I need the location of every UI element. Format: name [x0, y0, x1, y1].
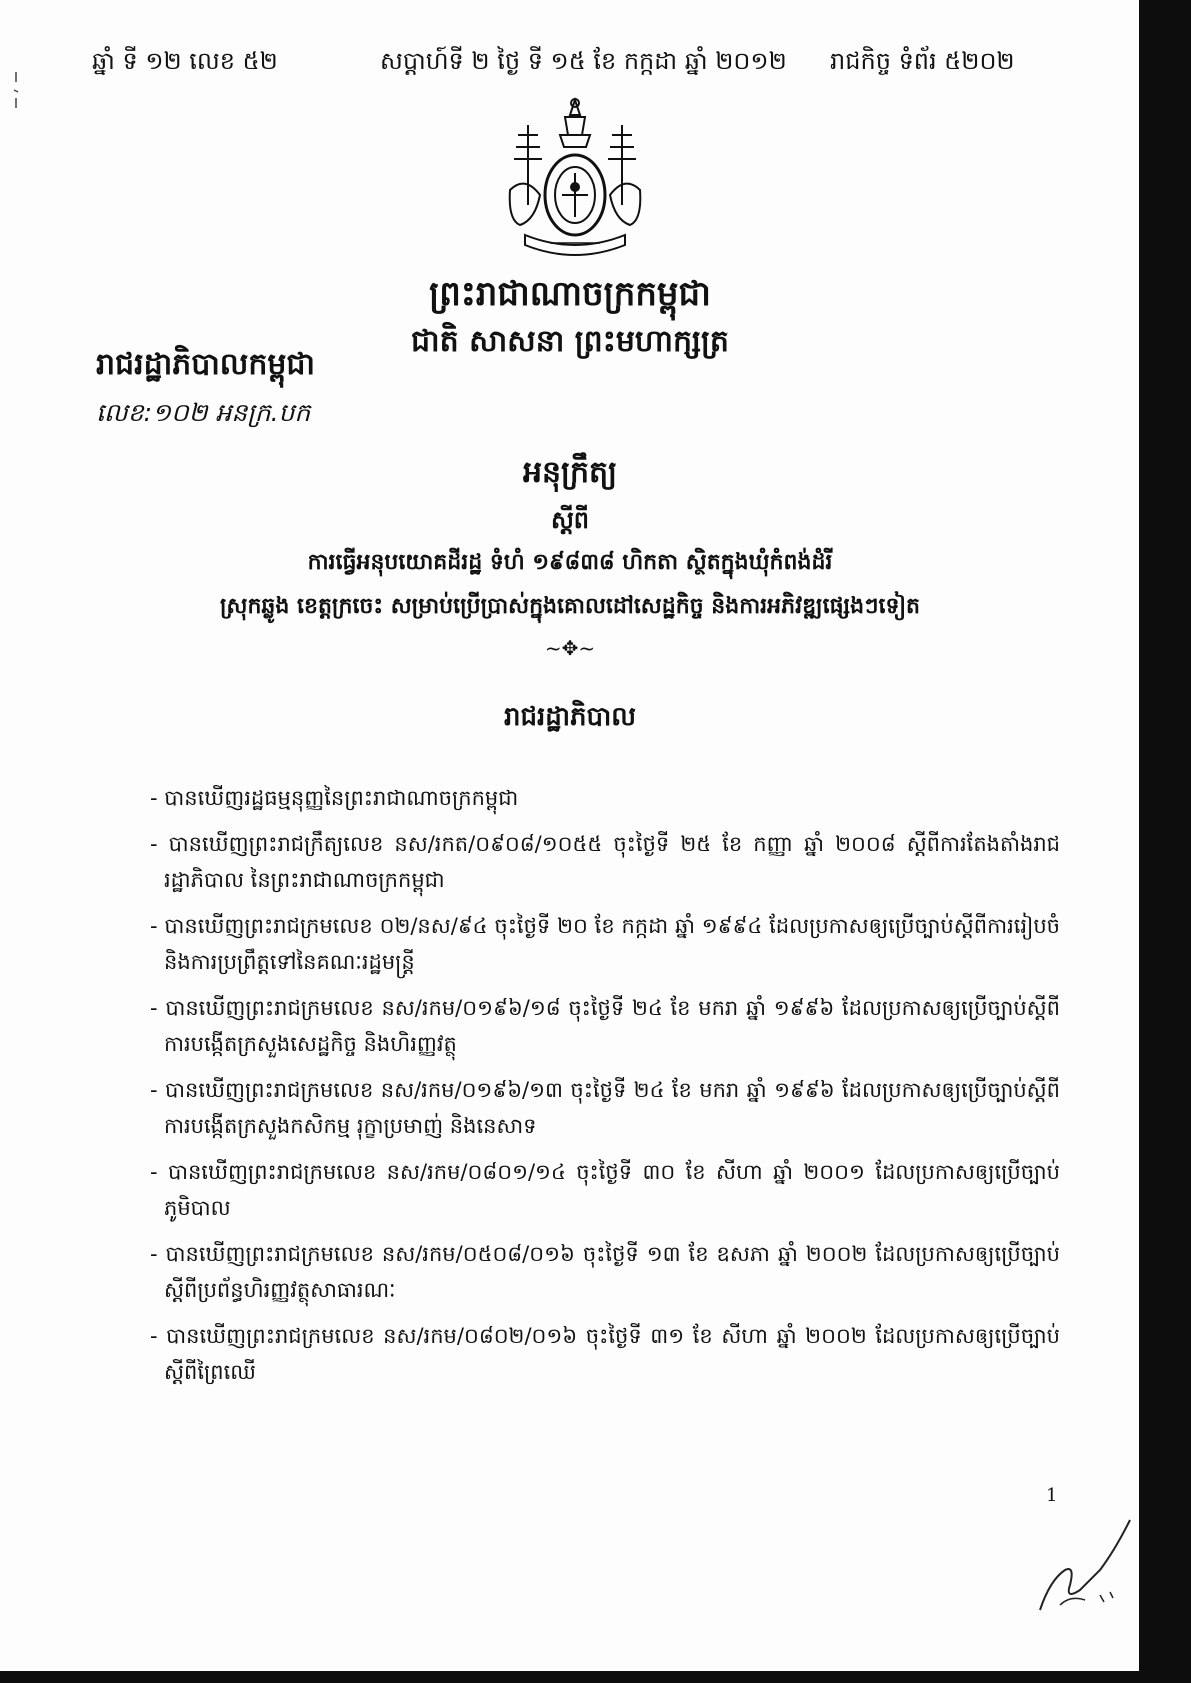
- recitals-list: [150, 780, 1060, 1400]
- document-type: អនុក្រឹត្យ: [522, 455, 618, 490]
- gazette-issue-date: សប្តាហ៍ទី ២ ថ្ងៃ ទី ១៥ ខែ កក្កដា ឆ្នាំ ២០១២: [380, 47, 787, 75]
- subject-line-2: ស្រុកឆ្លូង ខេត្តក្រចេះ សម្រាប់ប្រើប្រាស់ក្នុងគោលដៅសេដ្ឋកិច្ច និងការអភិវឌ្ឍផ្សេងៗទៀត: [219, 593, 921, 619]
- recital-item: - បានឃើញព្រះរាជក្រឹត្យលេខ នស/រកត/០៩០៨/១០៥៥ ចុះថ្ងៃទី ២៥ ខែ កញ្ញា ឆ្នាំ ២០០៨ ស្តីពីការតែងតាំងរាជរដ្ឋាភិបាល នៃព្រះរាជាណាចក្រកម្ពុជា: [150, 832, 1060, 892]
- kingdom-name: ព្រះរាជាណាចក្រកម្ពុជា: [429, 274, 711, 314]
- decree-number: លេខ:១០២ អនក្រ.បក: [96, 398, 311, 427]
- issuer-heading: រាជរដ្ឋាភិបាល: [503, 702, 637, 732]
- scan-border-right: [1139, 0, 1191, 1683]
- kingdom-motto: ជាតិ សាសនា ព្រះមហាក្សត្រ: [411, 324, 729, 359]
- recital-item: - បានឃើញព្រះរាជក្រមលេខ នស/រកម/០១៩៦/១៨ ចុះថ្ងៃទី ២៤ ខែ មករា ឆ្នាំ ១៩៩៦ ដែលប្រកាសឲ្យប្រើច្បាប់ស្តីពីការបង្កើតក្រសួងសេដ្ឋកិច្ច និងហិរញ្ញវត្ថុ: [150, 996, 1060, 1056]
- scan-mark: [10, 70, 22, 110]
- royal-coat-of-arms-icon: [490, 95, 660, 265]
- scan-border-bottom: [0, 1671, 1191, 1683]
- recital-item: - បានឃើញព្រះរាជក្រមលេខ នស/រកម/០៨០២/០១៦ ចុះថ្ងៃទី ៣១ ខែ សីហា ឆ្នាំ ២០០២ ដែលប្រកាសឲ្យប្រើច្បាប់ស្តីពីព្រៃឈើ: [150, 1324, 1060, 1384]
- handwritten-initials-icon: [1030, 1510, 1140, 1620]
- recital-item: - បានឃើញព្រះរាជក្រមលេខ ០២/នស/៩៤ ចុះថ្ងៃទី ២០ ខែ កក្កដា ឆ្នាំ ១៩៩៤ ដែលប្រកាសឲ្យប្រើច្បាប់ស្តីពីការរៀបចំ និងការប្រព្រឹត្តទៅនៃគណៈរដ្ឋមន្ត្រី: [150, 914, 1060, 974]
- recital-item: - បានឃើញព្រះរាជក្រមលេខ នស/រកម/០៨០១/១៤ ចុះថ្ងៃទី ៣០ ខែ សីហា ឆ្នាំ ២០០១ ដែលប្រកាសឲ្យប្រើច្បាប់ភូមិបាល: [150, 1160, 1060, 1220]
- document-about: ស្តីពី: [550, 505, 590, 534]
- recital-item: - បានឃើញរដ្ឋធម្មនុញ្ញនៃព្រះរាជាណាចក្រកម្ពុជា: [150, 786, 519, 810]
- recital-item: - បានឃើញព្រះរាជក្រមលេខ នស/រកម/០៥០៨/០១៦ ចុះថ្ងៃទី ១៣ ខែ ឧសភា ឆ្នាំ ២០០២ ដែលប្រកាសឲ្យប្រើច្បាប់ស្តីពីប្រព័ន្ធហិរញ្ញវត្ថុសាធារណៈ: [150, 1242, 1060, 1302]
- gazette-issue-number: ឆ្នាំ ទី ១២ លេខ ៥២: [92, 47, 278, 75]
- recital-item: - បានឃើញព្រះរាជក្រមលេខ នស/រកម/០១៩៦/១៣ ចុះថ្ងៃទី ២៤ ខែ មករា ឆ្នាំ ១៩៩៦ ដែលប្រកាសឲ្យប្រើច្បាប់ស្តីពីការបង្កើតក្រសួងកសិកម្ម រុក្ខាប្រមាញ់ និងនេសាទ: [150, 1078, 1060, 1138]
- page-number: 1: [1046, 1485, 1058, 1506]
- gazette-page-number: រាជកិច្ច ទំព័រ ៥២០២: [830, 47, 1015, 75]
- ornament-divider: ~✥~: [544, 636, 596, 660]
- government-name: រាជរដ្ឋាភិបាលកម្ពុជា: [96, 347, 315, 382]
- subject-line-1: ការធ្វើអនុបយោគដីរដ្ឋ ទំហំ ១៩៨៣៨ ហិកតា ស្ថិតក្នុងឃុំកំពង់ដំរី: [307, 549, 833, 575]
